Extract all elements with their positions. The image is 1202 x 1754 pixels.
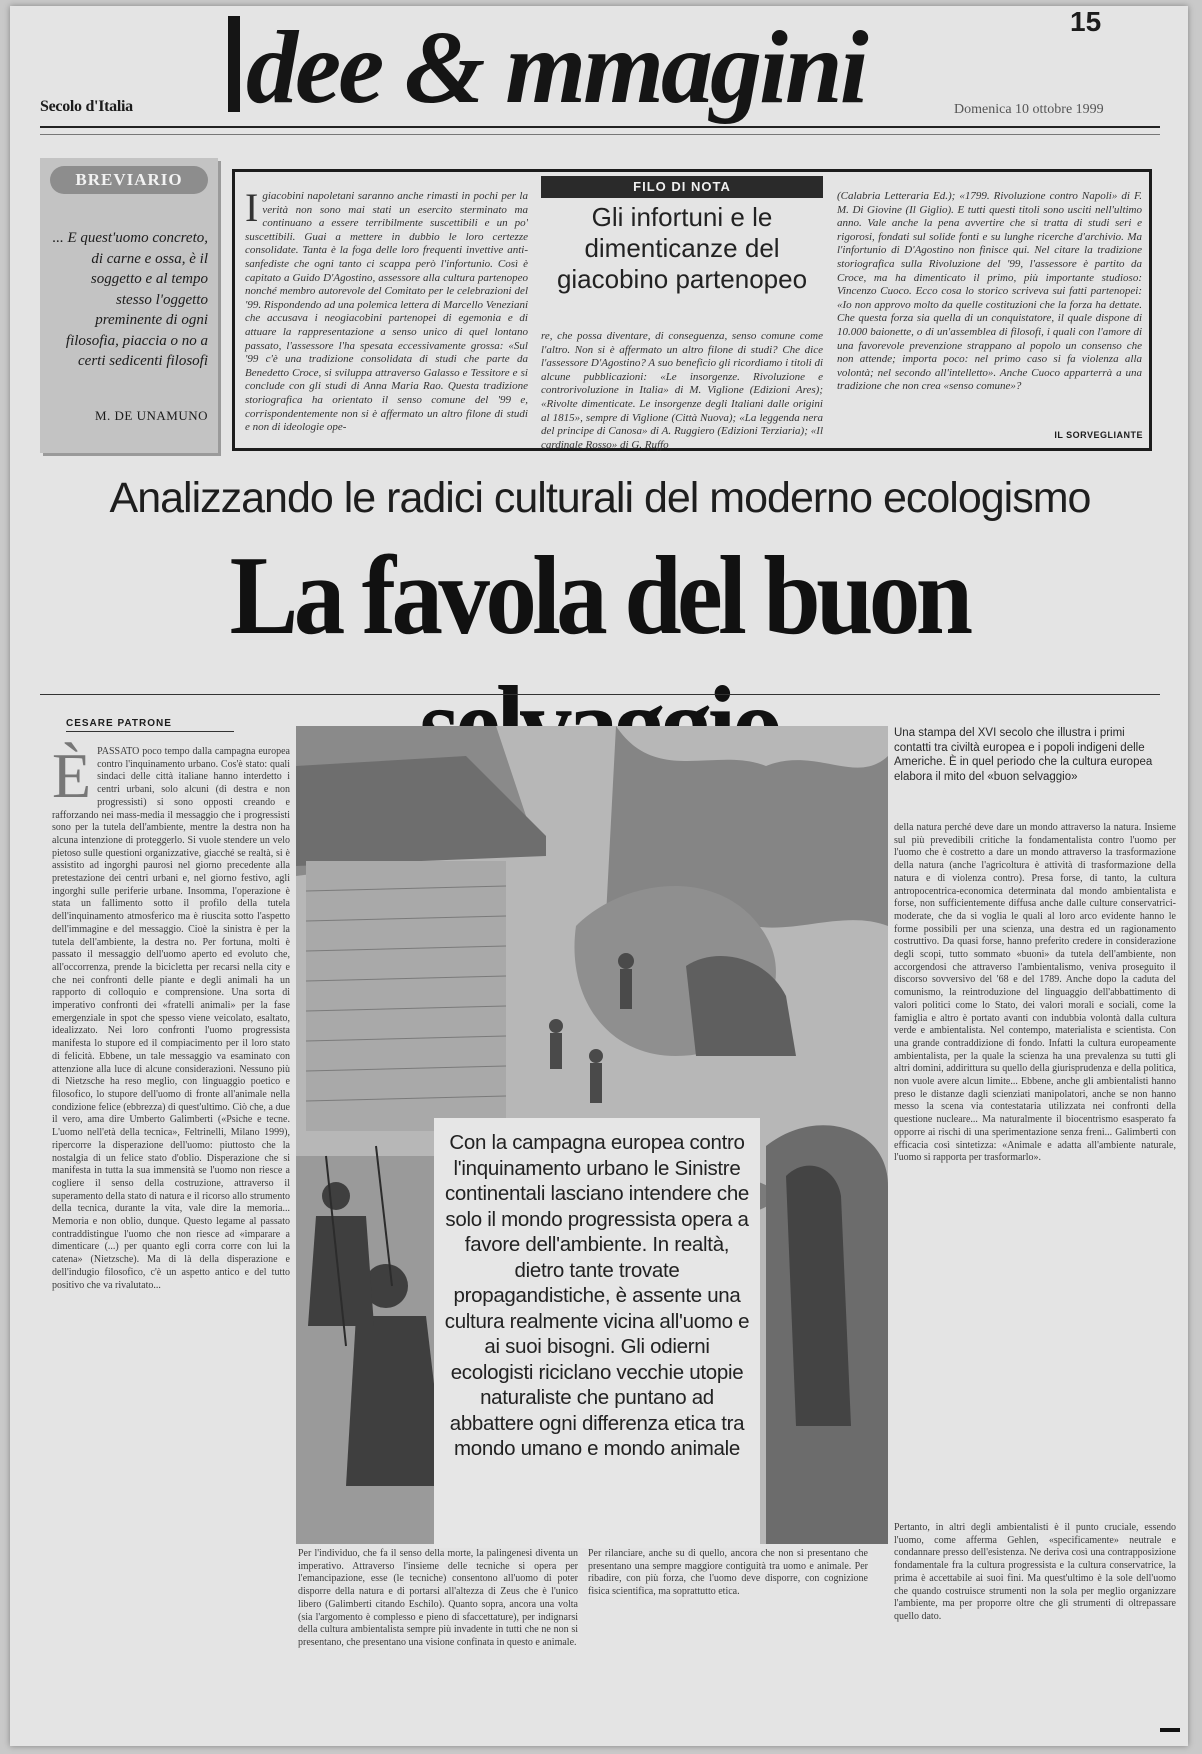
article-left-column	[52, 740, 290, 1706]
page-number: 15	[1070, 6, 1102, 37]
breviario-author: M. DE UNAMUNO	[94, 408, 208, 423]
filo-drop-cap: I	[245, 185, 259, 230]
image-caption: Una stampa del XVI secolo che illustra i primi contatti tra civiltà europea e i popoli indigeni delle Americhe. È in quel periodo che la cultura europea elabora il mito del «buon selvaggio»	[894, 727, 1153, 783]
article-bottom-column-2: Per rilanciare, anche su di quello, ancora che non si presentano che presentano una sempre maggiore contiguità tra uomo e animale. Per ribadire, con più forza, che l'uomo deve disporre, con cognizione fisica scientifica, ma soprattutto etica.	[588, 1548, 868, 1598]
section-title	[228, 10, 988, 126]
issue-date: Domenica 10 ottobre 1999	[954, 102, 1104, 117]
breviario-label: BREVIARIO	[50, 166, 208, 194]
pull-quote: Con la campagna europea contro l'inquinamento urbano le Sinistre continentali lasciano intendere che solo il mondo progressista opera a favore dell'ambiente. In realtà, dietro tante trovate propagandistiche, è assente una cultura realmente vicina all'uomo e ai suoi bisogni. Gli odierni ecologisti riciclano vecchie utopie naturaliste che puntano ad abbattere ogni differenza etica tra mondo umano e mondo animale	[434, 1118, 760, 1548]
end-mark	[1160, 1728, 1180, 1732]
filo-column-2: re, che possa diventare, di conseguenza, senso comune come l'altro. Non si è affermato un altro filone di studi? Che dice l'assessore D'Agostino? A suo beneficio gli ricordiamo i titoli di alcune pubblicazioni: «Le insorgenze. Rivoluzione e controrivoluzione in Italia» di M. Viglione (Edizioni Ares); «Rivolte dimenticate. Le insorgenze degli Italiani dalle origini al 1815», sempre di Viglione (Città Nuova); «La leggenda nera del principe di Canosa» di A. Ruggiero (Edizioni Terziaria); «Il cardinale Rosso» di G. Ruffo	[541, 330, 823, 451]
article-headline: La favola del buon	[229, 534, 969, 658]
headline-rule	[40, 694, 1160, 695]
article-byline: CESARE PATRONE	[66, 718, 234, 732]
filo-column-1-text: giacobini napoletani saranno anche rimasti in pochi per la verità non sono mai stati un esercito sterminato ma continuano a essere terribilmente suscettibili e un po' suscettibili. Guai a mettere in dubbio le loro certezze consolidate. Tanta è la foga delle loro frequenti invettive anti-sanfediste che ogni tanto ci scappa però l'infortunio. Così è capitato a Guido D'Agostino, assessore alla cultura partenopeo nonché membro autorevole del Comitato per le celebrazioni del '99. Rispondendo ad una polemica lettera di Marcello Veneziani che accusava i neogiacobini partenopei di egemonia e di attuare la rappresentazione a senso unico di quel lontano passato, l'assessore l'ha spesata eccessivamente grossa: «Sul '99 c'è una tradizione consolidata di studi che parte da Benedetto Croce, si sviluppa attraverso Galasso e Tessitore e si conclude con gli studi di Anna Maria Rao. Questa tradizione storiografica ha orientato il senso comune del '99 e, corrispondentemente non si è affermato un altro filone di studi e non di ideologie ope-	[245, 190, 528, 434]
breviario-box	[40, 158, 218, 453]
section-title-text: dee & mmagini	[246, 10, 866, 125]
filo-di-nota-label: FILO DI NOTA	[541, 176, 823, 198]
filo-column-1	[245, 185, 528, 434]
article-right-column: della natura perché deve dare un mondo attraverso la natura. Insieme sul più prevedibili critiche la fondamentalista contro l'uomo per l'uomo che è costretto a dare un mondo attraverso la trasformazione della natura (anche l'agricoltura è attività di trasformazione della natura e di violenza contro). Presa forse, di tanto, la cultura antropocentrica-economica determinata dal mondo ambientalista e forse, non sufficientemente diffusa anche dalle culture conservatrici-moderate, che da si voglia le quali al loro arco evidente hanno le forme possibili per una scienza, una destra ed un ragionamento costruttivo. Da quasi forse, hanno preferito credere in considerazione degli scopi, tutto sommato «buoni» da tutela dell'ambiente, non accorgendosi che attraverso l'ambientalismo, veniva proseguito il discorso sovversivo del '68 e del 1789. Anche dopo la caduta del comunismo, la reintroduzione del linguaggio dell'abbattimento di valori politici come lo Stato, dei valori morali e sociali, come la famiglia e altro è portato avanti con indubbia volontà dalla cultura verde e ambientalista. Nel contempo, materialista e scientista. Con una grande contraddizione di fondo. Infatti la cultura europeamente ambientalista, per la quale la scienza ha una prevalenza su tutti gli altri domini, addirittura su quello della giurisprudenza e della politica, non vuole avere alcun limite... Ebbene, anche gli ambientalisti hanno preso le distanze dagli scienziati manipolatori, anche se non hanno messo la scena via contestataria utilizzata nei confronti della questione nucleare... Ma naturalmente il biocentrismo esasperato fa opporre ai rischi di una sperimentazione senza freni... Galimberti con efficacia così sintetizza: «Animale e adatta all'ambiente naturale, l'uomo si rapporta per trasformarlo».	[894, 822, 1176, 1164]
article-drop-cap: È	[52, 740, 92, 811]
section-title-bar	[228, 16, 240, 112]
newspaper-name: Secolo d'Italia	[40, 98, 133, 115]
filo-title: Gli infortuni e le dimenticanze del giacobino partenopeo	[556, 202, 808, 294]
masthead-rule	[40, 126, 1160, 128]
newspaper-page	[10, 6, 1188, 1746]
article-bottom-column-1: Per l'individuo, che fa il senso della morte, la palingenesi diventa un imperativo. Attraverso l'insieme delle tecniche si opera per l'emancipazione, esse (le tecniche) consentono all'uomo di poter disporre della natura e di portarsi all'altezza di Zeus che è l'unico libero (Galimberti citando Eschilo). Quanto sopra, ancora una volta (sia l'argomento è complesso e pieno di sfaccettature), per indignarsi della cultura ambientalista sempre più invadente in tutti che ne non si presentano, che presentano una visione confinata in questo e animale.	[298, 1548, 578, 1648]
article-kicker: Analizzando le radici culturali del moderno ecologismo	[109, 474, 1091, 522]
filo-column-3: (Calabria Letteraria Ed.); «1799. Rivoluzione contro Napoli» di F. M. Di Giovine (Il Giglio). E tutti questi titoli sono usciti nell'ultimo anno. Vale anche la pena avvertire che si tratta di studi seri e rigorosi, fondati sul solide fonti e su lunghe ricerche d'archivio. Ma l'infortunio di D'Agostino non finisce qui. Nel citare la tradizione storiografica sulla Rivoluzione del '99, l'assessore è partito da Croce, ma ha dimenticato il primo, più importante studioso: Vincenzo Cuoco. Ecco cosa lo storico scriveva sui fatti partenopei: «Io non approvo molto da quelle costituzioni che la forza ha dettate. Che questa forza sia quella di un conquistatore, il quale dispone di 10.000 baionette, o di un'assemblea di filosofi, i quali con l'amore di una favorevole prevenzione strappano al popolo un consenso che non attende; importa poco: nel primo caso si fa violenza alla volontà; nel secondo all'intelletto». Anche Cuoco apparterrà a una tradizione che non crea «senso comune»?	[837, 190, 1142, 393]
article-left-column-text: PASSATO poco tempo dalla campagna europea contro l'inquinamento urbano. Cos'è stato: quali sindaci delle città italiane hanno interdetto i centri urbani, solo alcuni (di destra e non progressisti) si sono opposti creando e rafforzando nei mass-media il messaggio che i progressisti sono per la tutela dell'ambiente, mentre la destra non ha alcuna intenzione di proteggerlo. Si vuole stendere un velo pietoso sulle questioni organizzative, giacché se realtà, si è assistito ad ingorghi paurosi nel giorno precedente alla pretestazione dei centri urbani e, nel giorno festivo, agli ingorghi sulle periferie urbane. Insomma, l'operazione è stata un fallimento sotto il profilo della tutela dell'inquinamento atmosferico ma è riuscita sotto l'aspetto dell'immagine e del messaggio. Cioè la sinistra è per la tutela dell'ambiente, la destra no. Per fortuna, molti è passato il messaggio dell'uomo aperto ed evoluto che, all'occorrenza, prende la bicicletta per recarsi nella city e che nei confronti delle piante e degli animali ha un rapporto di colloquio e comprensione. Una sorta di imperativo confronti dei «fratelli animali» per la fase emergenziale in spot che spesso viene veicolato, esaltato, idealizzato. Nei loro confronti l'uomo progressista manifesta lo stupore ed il compiacimento per il loro stato di felicità. Ebbene, un tale messaggio va esaminato con attenzione alla luce di alcune considerazioni. Nessuno più di Nietzsche ha reso meglio, con linguaggio poetico e filosofico, lo stupore dell'uomo di fronte all'animale nella condizione felice (ebbrezza) di quest'ultimo. Ciò che, a due il vero, ama dire Umberto Galimberti («Psiche e tecne. L'uomo nell'età della tecnica», Feltrinelli, Milano 1999), ripercorre la disperazione dell'uomo: piuttosto che la nostalgia di un felice stato d'oblio. Disperazione che si manifesta in tutta la sua immensità se l'uomo non riesce a cogliere il senso della costruzione, attraverso il superamento della stato di natura e il ricorso allo strumento della tecnica, durante la vita, vale dire la memoria... Memoria e non oblio, dunque. Questo legame al passato contraddistingue l'uomo che non riesce ad «imparare a dimenticare (...) per quanto egli corra corre con lui la catena» (Nietzsche). Ma di là della disperazione e dell'indugio filosofico, c'è un aspetto antico e del tutto positivo che va rivalutato...	[52, 746, 290, 1291]
article-bottom-column-3: Pertanto, in altri degli ambientalisti è il punto cruciale, essendo l'uomo, come afferma Gehlen, «specificamente» neutrale e condannare presso dell'esistenza. Ne deriva così una contrapposizione fondamentale fra la cultura progressista e la cultura conservatrice, la prima è accettabile ai suoi fini. Ma quest'ultimo è la sole dell'uomo che quando costruisce strumenti non la sola per meglio organizzare l'ambiente, ma per proporre oltre che gli strumenti di oltrepassare quello dato.	[894, 1522, 1176, 1622]
filo-di-nota-box	[232, 169, 1152, 451]
breviario-quote: ... E quest'uomo concreto, di carne e ossa, è il soggetto e al tempo stesso l'oggetto preminente di ogni filosofia, piaccia o no a certi sedicenti filosofi	[52, 230, 208, 369]
masthead-rule-thin	[40, 134, 1160, 135]
filo-signature: IL SORVEGLIANTE	[1054, 430, 1143, 440]
